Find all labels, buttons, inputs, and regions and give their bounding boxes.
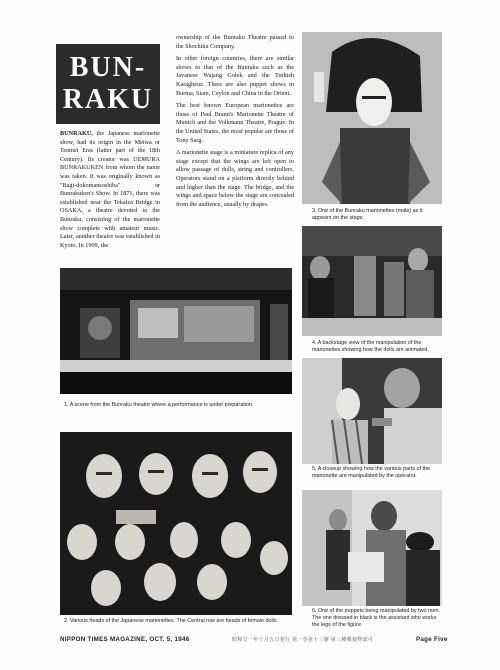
photo-backstage	[302, 226, 442, 336]
intro-text-column	[60, 130, 160, 254]
caption-2: 2. Various heads of the Japanese marionettes. The Central row are heads of female dolls.	[64, 618, 279, 624]
middle-paragraph-2: In other foreign countries, there are similar shows to that of the Bunraku such as the Javanese Wajang Golek and the Turkish Karagheuz. There are also puppet shows in Burma, Siam, Ceylon and China in the Orient.	[176, 55, 294, 97]
middle-text-column	[176, 34, 294, 213]
footer-page-number: Page Five	[416, 636, 448, 643]
photo-marionette-heads	[60, 432, 292, 615]
photo-two-operators	[302, 490, 442, 606]
photo-male-marionette	[302, 32, 442, 204]
middle-paragraph-3: The best known European marionettes are those of Paul Brann's Marionette Theatre of Munich and the Volkmann Theatre, Prague. In the United States, the most popular are those of Tony Sarg.	[176, 102, 294, 144]
middle-paragraph-1: ownership of the Bunraku Theatre passed to the Shochiku Company.	[176, 34, 294, 50]
caption-4: 4. A backstage view of the manipulation of the marionettes showing how the dolls are animated.	[312, 340, 429, 353]
title-line-2: RAKU	[62, 84, 154, 115]
intro-paragraph	[60, 130, 160, 250]
caption-1: 1. A scene from the Bunraku theatre where a performance is under preparation.	[64, 402, 254, 408]
photo-stage-scene	[60, 268, 292, 394]
intro-lead: BUNRAKU,	[60, 130, 93, 137]
caption-3: 3. One of the Bunraku marionettes (male) as it appears on the stage.	[312, 208, 423, 221]
title-block	[56, 44, 160, 124]
title-line-1: BUN-	[69, 52, 147, 83]
footer-publication: NIPPON TIMES MAGAZINE, OCT. 5, 1946	[60, 636, 190, 643]
caption-5: 5. A closeup showing how the various parts of the marionette are manipulated by the operator.	[312, 466, 431, 479]
photo-closeup	[302, 358, 442, 464]
footer-registration: 昭和廿一年十月五日発行 第一巻第十三號 第三種郵便物認可	[232, 637, 374, 643]
middle-paragraph-4: A marionette stage is a miniature replica of any stage except that the wings are left open to allow passage of dolls, string and controllers. Operators stand on a platform directly behind and higher than the stage. The bridge, and the wings and space below the stage are concealed from the audience, usually by drapes.	[176, 149, 294, 208]
caption-6: 6. One of the puppets being manipulated by two men. The one dressed in black is the assistant who works the legs of the figure.	[312, 608, 440, 628]
intro-body: the Japanese marionette show, had its origin in the Meiwa or Tenmei Eras (latter part of the 18th Century). Its creator was UEMURA BUNRAKUKEN from whom the name was taken. It was originally known as "Bagi-dokomansoshiba" or Bunrakuken's Show. In 1871, there was established near the Tekaiza Bridge in OSAKA, a theatre devoted to the Bunraku, consisting of the marionette show complete with amateur music. Later, another theatre was established in Kyoto. In 1909, the	[60, 130, 160, 249]
